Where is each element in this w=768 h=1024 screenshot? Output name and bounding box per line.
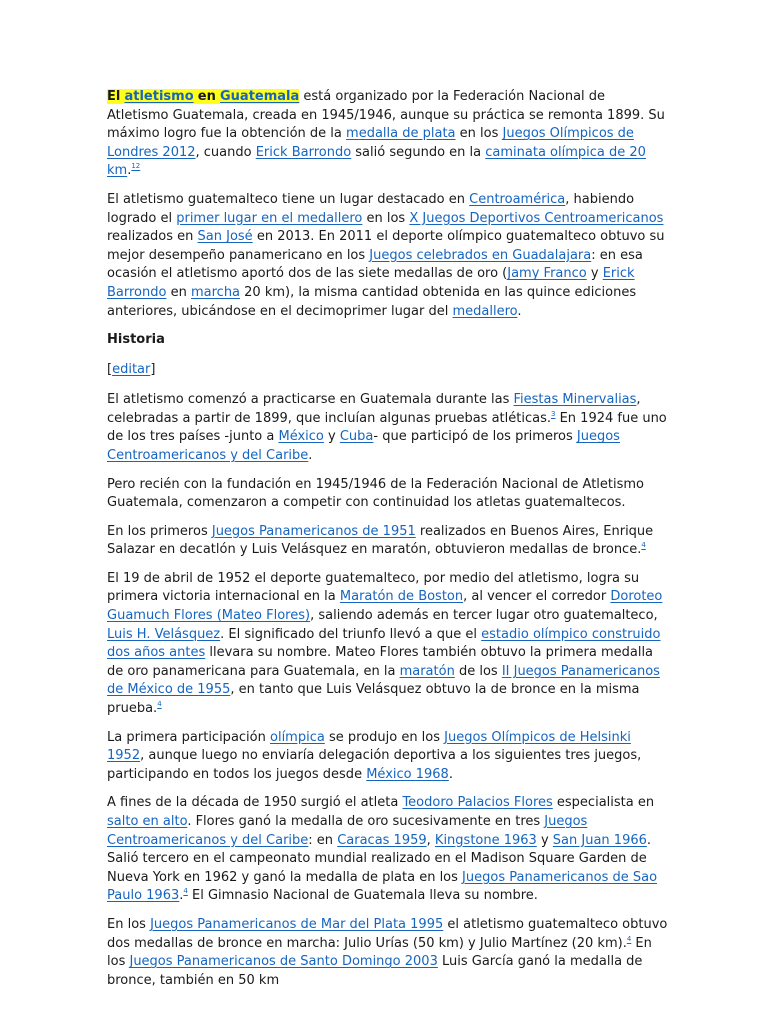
reference-link[interactable]: 4 xyxy=(626,934,632,943)
link-sao-paulo-1963[interactable]: Juegos Panamericanos de Sao Paulo 1963 xyxy=(107,869,658,904)
text-span: El 19 de abril de 1952 el deporte guatemalteco, por medio del atletismo, logra su primera victoria internacional en la xyxy=(107,570,640,605)
paragraph-origenes xyxy=(107,391,668,465)
bracket-open: [ xyxy=(107,362,113,378)
link-salto-en-alto[interactable]: salto en alto xyxy=(107,814,188,829)
text-span: El atletismo comenzó a practicarse en Guatemala durante las xyxy=(107,392,514,408)
text-span: y xyxy=(536,832,553,848)
text-span: , cuando xyxy=(195,144,256,160)
text-span: Pero recién con la fundación en 1945/1946 de la Federación Nacional de Atletismo Guatemala, comenzaron a competir con continuidad los atletas guatemaltecos. xyxy=(107,476,645,511)
link-erick-barrondo-2[interactable]: Erick Barrondo xyxy=(107,266,635,300)
link-caminata-olimpica[interactable]: caminata olímpica de 20 km xyxy=(107,144,646,179)
link-erick-barrondo[interactable]: Erick Barrondo xyxy=(255,144,352,160)
text-span: salió segundo en la xyxy=(351,144,486,160)
text-span: 20 km), la misma cantidad obtenida en las quince ediciones anteriores, ubicándose en el decimoprimer lugar del xyxy=(107,284,637,319)
link-santo-domingo-2003[interactable]: Juegos Panamericanos de Santo Domingo 2003 xyxy=(129,954,438,970)
link-mexico-1968[interactable]: México 1968 xyxy=(366,766,449,782)
link-juegos-centroamericanos-caribe[interactable]: Juegos Centroamericanos y del Caribe xyxy=(107,429,620,463)
text-span: . xyxy=(308,447,313,463)
bracket-close: ] xyxy=(150,362,156,378)
text-span: . Salió tercero en el campeonato mundial realizado en el Madison Square Garden de Nueva York en 1962 y ganó la medalla de plata en los xyxy=(107,832,652,885)
text-span: , en tanto que Luis Velásquez obtuvo la de bronce en la misma prueba. xyxy=(107,682,640,717)
edit-section xyxy=(107,361,668,379)
link-san-juan-1966[interactable]: San Juan 1966 xyxy=(552,832,647,848)
link-kingstone-1963[interactable]: Kingstone 1963 xyxy=(434,832,537,848)
highlight-el: El xyxy=(107,89,121,104)
paragraph-mar-del-plata xyxy=(107,916,668,990)
text-span: en 2013. En 2011 el deporte olímpico guatemalteco obtuvo su mejor desempeño panamericano en los xyxy=(107,229,665,263)
section-heading-historia: Historia xyxy=(107,332,165,348)
link-mar-del-plata-1995[interactable]: Juegos Panamericanos de Mar del Plata 1995 xyxy=(150,916,444,932)
text-span: La primera participación xyxy=(107,729,270,745)
text-span: , celebradas a partir de 1899, que incluían algunas pruebas atléticas. xyxy=(107,392,641,426)
text-span: . xyxy=(448,766,453,782)
paragraph-primera-participacion xyxy=(107,729,668,785)
paragraph-fundacion xyxy=(107,476,668,513)
link-marcha[interactable]: marcha xyxy=(190,284,241,300)
text-span: A fines de la década de 1950 surgió el atleta xyxy=(107,795,403,811)
text-span: El Gimnasio Nacional de Guatemala lleva su nombre. xyxy=(187,888,538,904)
link-estadio-olimpico[interactable]: estadio olímpico construido dos años antes xyxy=(107,626,661,661)
text-span: : en esa ocasión el atletismo aportó dos de las siete medallas de oro ( xyxy=(107,247,643,282)
text-span: , aunque luego no enviaría delegación deportiva a los siguientes tres juegos, participando en todos los juegos desde xyxy=(107,748,642,782)
text-span: En los xyxy=(107,916,151,932)
text-span: : en xyxy=(308,832,338,848)
text-span: El atletismo guatemalteco tiene un lugar destacado en xyxy=(107,191,470,207)
text-span: - que participó de los primeros xyxy=(373,429,577,445)
link-doroteo-guamuch-flores[interactable]: Doroteo Guamuch Flores (Mateo Flores) xyxy=(107,589,663,624)
text-span: En 1924 fue uno de los tres países -junto a xyxy=(107,410,667,445)
paragraph-boston-1952 xyxy=(107,570,668,719)
edit-link[interactable]: editar xyxy=(112,362,151,378)
link-medalla-de-plata[interactable]: medalla de plata xyxy=(346,126,456,142)
link-ii-juegos-panamericanos-1955[interactable]: II Juegos Panamericanos de México de 1955 xyxy=(107,663,660,698)
text-span: realizados en Buenos Aires, Enrique Salazar en decatlón y Luis Velásquez en maratón, obtuvieron medallas de bronce. xyxy=(107,523,654,558)
link-fiestas-minervalias[interactable]: Fiestas Minervalias xyxy=(513,392,637,408)
reference-link[interactable]: 4 xyxy=(157,700,162,709)
link-juegos-londres-2012[interactable]: Juegos Olímpicos de Londres 2012 xyxy=(107,126,634,160)
text-span: y xyxy=(323,429,340,445)
text-span: y xyxy=(586,266,603,282)
link-maraton[interactable]: maratón xyxy=(399,663,455,679)
text-span: en los xyxy=(455,126,503,142)
text-span: el atletismo guatemalteco obtuvo dos medallas de bronce en marcha: Julio Urías (50 km) y Julio Martínez (20 km). xyxy=(107,916,668,951)
text-span: . xyxy=(179,888,184,904)
paragraph-panamericanos-1951 xyxy=(107,523,668,560)
link-teodoro-palacios-flores[interactable]: Teodoro Palacios Flores xyxy=(402,795,553,811)
text-span: . El significado del triunfo llevó a que el xyxy=(220,626,482,642)
text-span: está organizado por la Federación Nacional de Atletismo Guatemala, creada en 1945/1946, aunque su práctica se remonta 1899. Su máximo logro fue la obtención de la xyxy=(107,89,665,142)
link-juegos-centroamericanos-caribe-2[interactable]: Juegos Centroamericanos y del Caribe xyxy=(107,814,588,848)
link-san-jose[interactable]: San José xyxy=(197,229,253,245)
text-span: En los xyxy=(107,935,652,970)
text-span: de los xyxy=(454,663,502,679)
link-medallero[interactable]: medallero xyxy=(452,303,518,319)
link-olimpica[interactable]: olímpica xyxy=(270,729,325,745)
link-jamy-franco[interactable]: Jamy Franco xyxy=(507,266,587,282)
link-caracas-1959[interactable]: Caracas 1959 xyxy=(337,832,427,848)
text-span: En los primeros xyxy=(107,523,212,539)
highlight-en: en xyxy=(197,89,216,104)
text-span: llevara su nombre. Mateo Flores también obtuvo la primera medalla de oro panamericana para Guatemala, en la xyxy=(107,645,654,679)
link-atletismo[interactable]: atletismo xyxy=(124,89,194,104)
reference-link[interactable]: 4 xyxy=(183,887,188,896)
reference-link[interactable]: 12 xyxy=(131,162,141,171)
reference-link[interactable]: 4 xyxy=(641,541,646,550)
reference-link[interactable]: 3 xyxy=(550,409,556,418)
text-span: , saliendo además en tercer lugar otro guatemalteco, xyxy=(310,608,658,624)
text-span: . Flores ganó la medalla de oro sucesivamente en tres xyxy=(187,814,545,829)
text-span: , xyxy=(426,832,435,848)
paragraph-teodoro-palacios xyxy=(107,794,668,906)
text-span: . xyxy=(517,303,522,319)
text-span: Luis García ganó la medalla de bronce, también en 50 km xyxy=(107,954,643,988)
link-helsinki-1952[interactable]: Juegos Olímpicos de Helsinki 1952 xyxy=(107,729,631,764)
text-span: realizados en xyxy=(107,229,198,245)
text-span: , al vencer el corredor xyxy=(463,589,611,605)
link-x-juegos-centroamericanos[interactable]: X Juegos Deportivos Centroamericanos xyxy=(409,210,664,226)
text-span: . xyxy=(127,163,132,179)
link-primer-lugar-medallero[interactable]: primer lugar en el medallero xyxy=(176,210,363,226)
link-juegos-guadalajara[interactable]: Juegos celebrados en Guadalajara xyxy=(369,247,592,263)
text-span: en los xyxy=(362,210,410,226)
link-maraton-boston[interactable]: Maratón de Boston xyxy=(339,589,464,605)
paragraph-intro xyxy=(107,88,668,181)
link-mexico[interactable]: México xyxy=(278,429,324,445)
link-cuba[interactable]: Cuba xyxy=(339,429,374,445)
text-span: se produjo en los xyxy=(324,729,445,745)
link-luis-h-velasquez[interactable]: Luis H. Velásquez xyxy=(107,626,221,642)
link-guatemala[interactable]: Guatemala xyxy=(220,89,300,104)
text-span: , habiendo logrado el xyxy=(107,191,635,226)
paragraph-destacado xyxy=(107,191,668,321)
link-juegos-panamericanos-1951[interactable]: Juegos Panamericanos de 1951 xyxy=(211,523,416,539)
text-span: especialista en xyxy=(552,795,655,811)
text-span: en xyxy=(166,284,191,300)
link-centroamerica[interactable]: Centroamérica xyxy=(469,191,566,207)
